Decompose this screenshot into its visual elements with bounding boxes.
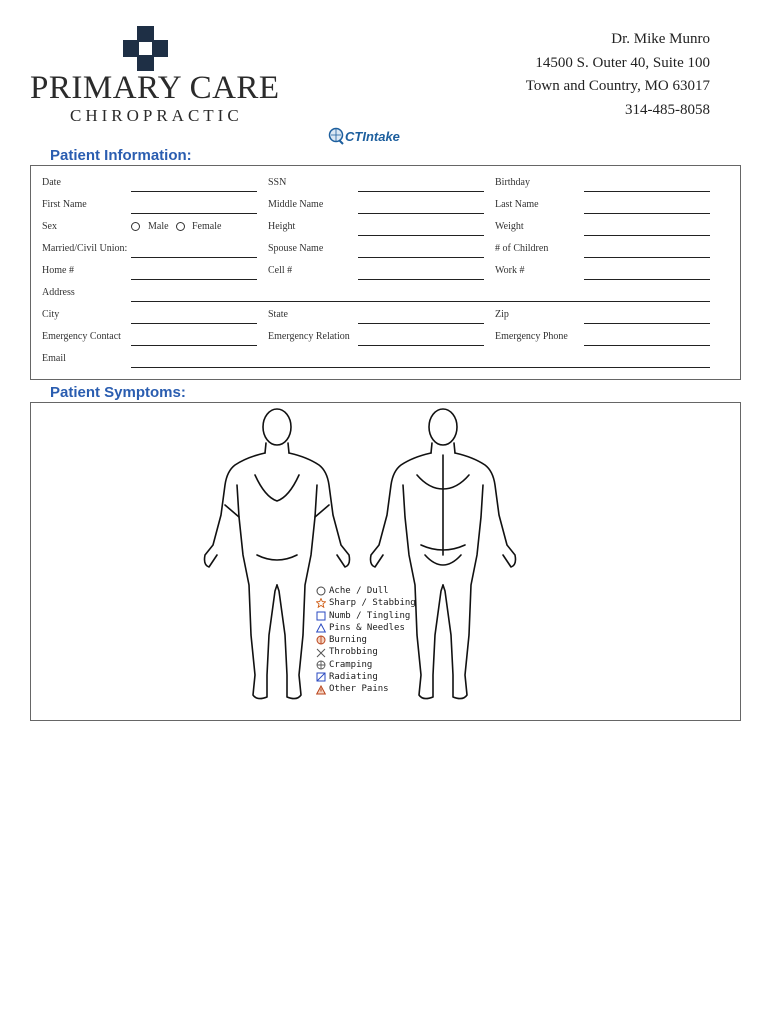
legend-item[interactable]: [316, 634, 416, 646]
cell-phone-field[interactable]: [358, 279, 484, 280]
legend-label: Pins & Needles: [329, 622, 405, 633]
male-radio[interactable]: [131, 222, 140, 231]
last-name-label: Last Name: [495, 199, 539, 210]
married-label: Married/Civil Union:: [42, 243, 128, 254]
last-name-field[interactable]: [584, 213, 710, 214]
ctintake-logo: [328, 126, 400, 146]
zip-field[interactable]: [584, 323, 710, 324]
first-name-field[interactable]: [131, 213, 257, 214]
state-label: State: [268, 309, 288, 320]
home-phone-field[interactable]: [131, 279, 257, 280]
children-label: # of Children: [495, 243, 549, 254]
home-phone-label: Home #: [42, 265, 74, 276]
warning-triangle-icon: [316, 685, 326, 695]
first-name-label: First Name: [42, 199, 87, 210]
email-label: Email: [42, 353, 66, 364]
circle-icon: [316, 586, 326, 596]
symptom-legend: [316, 585, 416, 696]
x-icon: [316, 648, 326, 658]
height-field[interactable]: [358, 235, 484, 236]
legend-item[interactable]: [316, 671, 416, 683]
legend-label: Other Pains: [329, 684, 389, 695]
email-field[interactable]: [131, 367, 710, 368]
legend-item[interactable]: [316, 585, 416, 597]
work-phone-label: Work #: [495, 265, 525, 276]
practice-address: [526, 28, 710, 122]
patient-info-box: [30, 165, 741, 380]
patient-info-title: Patient Information:: [50, 147, 192, 164]
middle-name-field[interactable]: [358, 213, 484, 214]
female-label: Female: [192, 221, 222, 232]
ssn-label: SSN: [268, 177, 287, 188]
children-field[interactable]: [584, 257, 710, 258]
emergency-phone-label: Emergency Phone: [495, 331, 568, 342]
weight-field[interactable]: [584, 235, 710, 236]
emergency-relation-label: Emergency Relation: [268, 331, 350, 342]
triangle-icon: [316, 623, 326, 633]
male-label: Male: [148, 221, 169, 232]
emergency-contact-label: Emergency Contact: [42, 331, 121, 342]
street-address: 14500 S. Outer 40, Suite 100: [535, 54, 710, 71]
zip-label: Zip: [495, 309, 509, 320]
square-icon: [316, 611, 326, 621]
logo-cross-icon: [123, 26, 168, 71]
city-label: City: [42, 309, 60, 320]
address-label: Address: [42, 287, 75, 298]
logo-title: PRIMARY CARE: [30, 70, 280, 106]
date-label: Date: [42, 177, 61, 188]
birthday-label: Birthday: [495, 177, 530, 188]
logo-subtitle: CHIROPRACTIC: [70, 106, 243, 125]
globe-icon: [328, 127, 344, 145]
crosshair-icon: [316, 660, 326, 670]
legend-label: Sharp / Stabbing: [329, 598, 416, 609]
sex-label: Sex: [42, 221, 57, 232]
weight-label: Weight: [495, 221, 524, 232]
legend-label: Burning: [329, 635, 367, 646]
emergency-phone-field[interactable]: [584, 345, 710, 346]
legend-item[interactable]: [316, 610, 416, 622]
emergency-relation-field[interactable]: [358, 345, 484, 346]
practice-phone: 314-485-8058: [625, 101, 710, 118]
legend-item[interactable]: [316, 659, 416, 671]
emergency-contact-field[interactable]: [131, 345, 257, 346]
ctintake-text: CTIntake: [345, 128, 400, 144]
work-phone-field[interactable]: [584, 279, 710, 280]
patient-symptoms-title: Patient Symptoms:: [50, 384, 186, 401]
legend-label: Throbbing: [329, 647, 378, 658]
ssn-field[interactable]: [358, 191, 484, 192]
date-field[interactable]: [131, 191, 257, 192]
spouse-name-label: Spouse Name: [268, 243, 324, 254]
flame-icon: [316, 635, 326, 645]
female-radio[interactable]: [176, 222, 185, 231]
city-field[interactable]: [131, 323, 257, 324]
middle-name-label: Middle Name: [268, 199, 324, 210]
legend-item[interactable]: [316, 646, 416, 658]
state-field[interactable]: [358, 323, 484, 324]
legend-item[interactable]: [316, 597, 416, 609]
city-state-zip: Town and Country, MO 63017: [525, 78, 710, 94]
legend-label: Ache / Dull: [329, 586, 389, 596]
star-icon: [316, 598, 326, 608]
legend-label: Cramping: [329, 659, 373, 670]
legend-item[interactable]: [316, 683, 416, 695]
slashed-square-icon: [316, 672, 326, 682]
birthday-field[interactable]: [584, 191, 710, 192]
address-field[interactable]: [131, 301, 710, 302]
legend-label: Radiating: [329, 672, 378, 683]
height-label: Height: [268, 221, 296, 232]
spouse-name-field[interactable]: [358, 257, 484, 258]
legend-label: Numb / Tingling: [329, 610, 411, 621]
doctor-name: Dr. Mike Munro: [611, 31, 710, 47]
married-field[interactable]: [131, 257, 257, 258]
legend-item[interactable]: [316, 622, 416, 634]
cell-phone-label: Cell #: [268, 265, 293, 276]
